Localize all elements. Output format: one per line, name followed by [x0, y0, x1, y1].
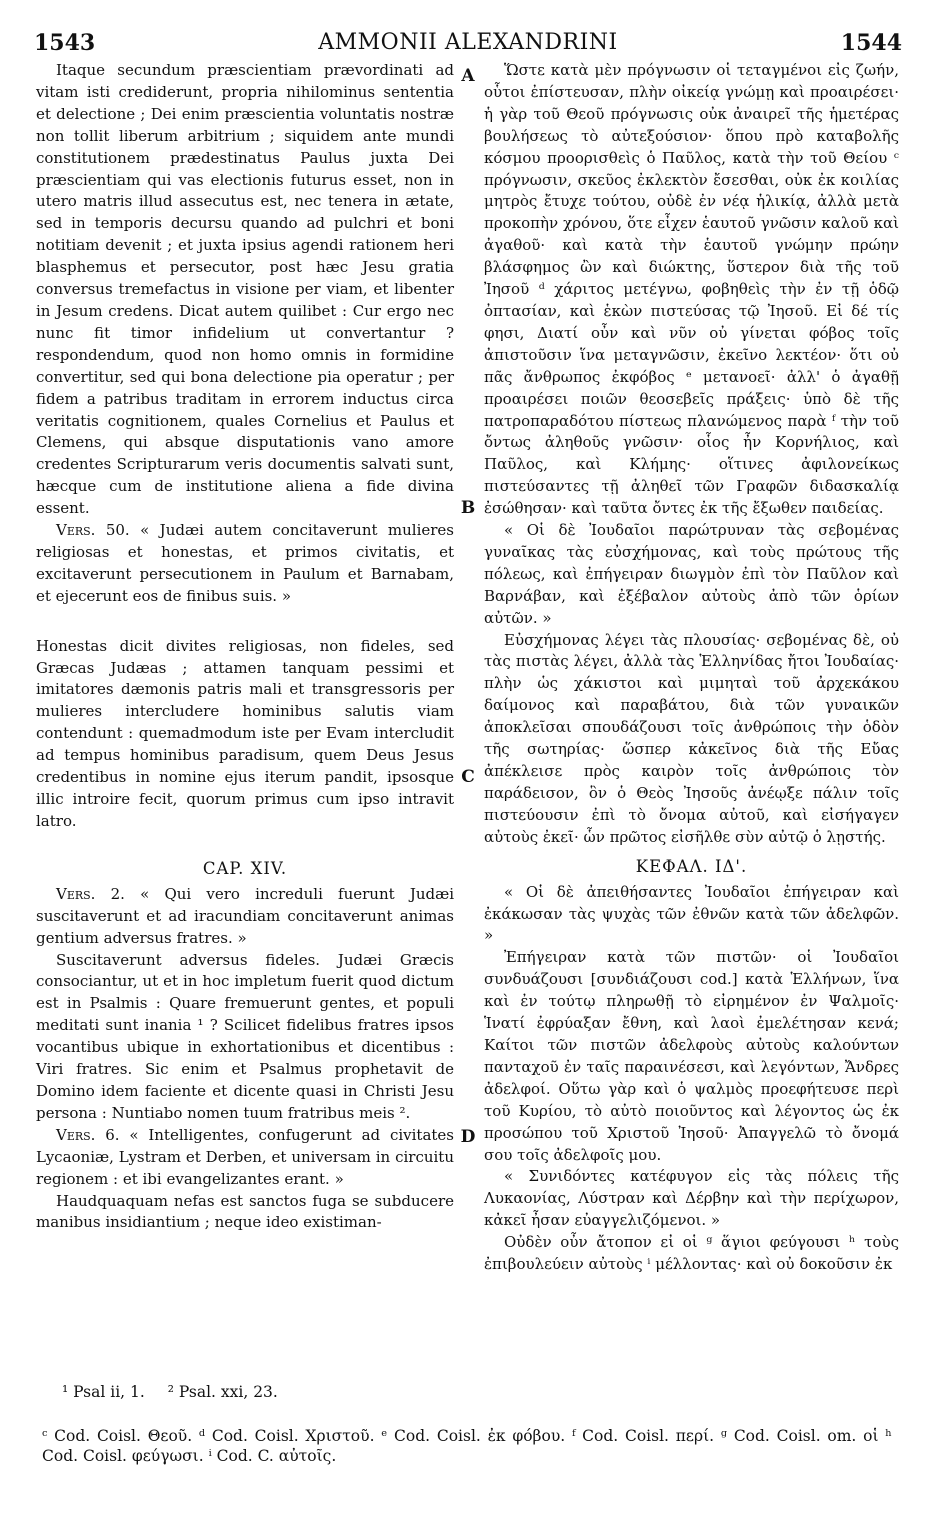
greek-paragraph-5: Ἐπήγειραν κατὰ τῶν πιστῶν· οἱ Ἰουδαῖοι συνδυάζουσι [συνδιάζουσι cod.] κατὰ Ἑλλήνων, ἵνα καὶ ἐν τούτῳ πληρωθῇ τὸ εἰρημένον ἐν Ψαλμοῖς· Ἱνατί ἐφρύαξαν ἔθνη, καὶ λαοὶ ἐμελέτησαν κενά; Καίτοι τῶν πιστῶν ἀδελφοὺς αὐτοὺς καλούντων πανταχοῦ ἐν ταῖς παραινέσεσι, καὶ λεγόντων, Ἄνδρες ἀδελφοί. Οὕτω γὰρ καὶ ὁ ψαλμὸς προεφήτευσε περὶ τοῦ Κυρίου, τὸ αὐτὸ ποιοῦντος καὶ λέγοντος ὡς ἐκ προσώπου τοῦ Χριστοῦ Ἰησοῦ· Ἀπαγγελῶ τὸ ὄνομά σου τοῖς ἀδελφοῖς μου.: [484, 948, 899, 1164]
page-header: [34, 30, 902, 64]
greek-verse-2: « Οἱ δὲ ἀπειθήσαντες Ἰουδαῖοι ἐπήγειραν καὶ ἐκάκωσαν τὰς ψυχὰς τῶν ἐθνῶν κατὰ τῶν ἀδελφῶν. »: [484, 882, 899, 945]
verse-label: Vers. 6.: [56, 1125, 120, 1144]
verse-label: Vers. 2.: [56, 884, 125, 903]
footnote-1: ¹ Psal ii, 1.: [62, 1383, 145, 1401]
latin-verse-2: [36, 884, 454, 950]
verse-label: Vers. 50.: [56, 521, 130, 540]
page-number-left: 1543: [34, 30, 96, 56]
running-title: AMMONII ALEXANDRINI: [318, 30, 618, 55]
greek-paragraph-1: Ὥστε κατὰ μὲν πρόγνωσιν οἱ τεταγμένοι εἰς ζωήν, οὗτοι ἐπίστευσαν, πλὴν οἰκείᾳ γνώμῃ καὶ προαιρέσει· ἡ γὰρ τοῦ Θεοῦ πρόγνωσις οὐκ ἀναιρεῖ τῆς ἡμετέρας βουλήσεως τὸ αὐτεξούσιον· ὅπου πρὸ καταβολῆς κόσμου προορισθεὶς ὁ Παῦλος, κατὰ τὴν τοῦ Θείου ᶜ πρόγνωσιν, σκεῦος ἐκλεκτὸν ἔσεσθαι, οὐκ ἐκ κοιλίας μητρὸς ἔτυχε τούτου, οὐδὲ ἐν νέᾳ ἡλικίᾳ, ἀλλὰ μετὰ προκοπὴν χρόνου, ὅτε εἶχεν ἑαυτοῦ γνῶσιν καλοῦ καὶ ἀγαθοῦ· καὶ κατὰ τὴν ἑαυτοῦ γνώμην πρώην βλάσφημος ὢν καὶ διώκτης, ὕστερον διὰ τῆς τοῦ Ἰησοῦ ᵈ χάριτος μετέγνω, φοβηθεὶς τὴν ἐν τῇ ὁδῷ ὀπτασίαν, καὶ ἑκὼν πιστεύσας τῷ Ἰησοῦ. Εἰ δέ τίς φησι, Διατί οὖν καὶ νῦν οὐ γίνεται φόβος τοῖς ἀπιστοῦσιν ἵνα μεταγνῶσιν, ἐκεῖνο λεκτέον· ὅτι οὐ πᾶς ἄνθρωπος ἐκφόβος ᵉ μετανοεῖ· ἀλλ' ὁ ἀγαθῇ προαιρέσει ποιῶν θεοσεβεῖς πράξεις· ὑπὸ δὲ τῆς πατροπαραδότου πίστεως πλανώμενος παρὰ ᶠ τὴν τοῦ ὄντως ἀληθοῦς γνῶσιν· οἷος ἦν Κορνήλιος, καὶ Παῦλος, καὶ Κλήμης· οἵτινες ἀφιλονείκως πιστεύσαντες τῇ ἀληθεῖ τῶν Γραφῶν διδασκαλίᾳ ἐσώθησαν· καὶ ταῦτα ὄντες ἐκ τῆς ἔξωθεν παιδείας.: [484, 61, 899, 518]
scripture-footnotes: [62, 1383, 902, 1401]
latin-column: [36, 60, 454, 1234]
latin-verse-50: [36, 520, 454, 608]
latin-paragraph-7: Haudquaquam nefas est sanctos fuga se subducere manibus insidiantium ; neque ideo existiman-: [36, 1191, 454, 1232]
latin-paragraph-1: Itaque secundum præscientiam prævordinati ad vitam isti crediderunt, propria nihilominus sententia et delectione ; Dei enim præscientia voluntatis nostræ non tollit liberum arbitrium ; siquidem ante mundi constitutionem prædestinatus Paulus juxta Dei præscientiam qui vas electionis futurus esset, non in utero matris illud assecutus est, nec tenera in ætate, sed in temporis decursu quando ad pulchri et boni notitiam devenit ; et juxta ipsius agendi rationem heri blasphemus et persecutor, post hæc Jesu gratia conversus tremefactus in visione per viam, et libenter in Jesum credens. Dicat autem quilibet : Cur ergo nec nunc fit timor infidelium ut convertantur ? respondendum, quod non homo omnis in formidine convertitur, sed qui bona delectione pia operatur ; per fidem a patribus traditam in errorem inductus circa veritatis cognitionem, quales Cornelius et Paulus et Clemens, qui absque disputationis vano amore credentes Scripturarum veris documentis salvati sunt, hæcque cum de institutione aliena a fide divina essent.: [36, 61, 454, 518]
spacer: [36, 608, 454, 636]
verse-text: « Judæi autem concitaverunt mulieres religiosas et honestas, et primos civitatis, et excitaverunt persecutionem in Paulum et Barnabam, et ejecerunt eos de finibus suis. »: [36, 521, 454, 605]
greek-column: [484, 60, 899, 1276]
page-number-right: 1544: [840, 30, 902, 56]
latin-chapter-heading: CAP. XIV.: [202, 858, 288, 878]
verse-text: « Qui vero increduli fuerunt Judæi suscitaverunt et ad iracundiam concitaverunt animas gentium adversus fratres. »: [36, 884, 454, 947]
verse-text: « Intelligentes, confugerunt ad civitates Lycaoniæ, Lystram et Derben, et universam in circuitu regionem : et ibi evangelizantes erant. »: [36, 1125, 454, 1188]
greek-verse-50: « Οἱ δὲ Ἰουδαῖοι παρώτρυναν τὰς σεβομένας γυναῖκας τὰς εὐσχήμονας, καὶ τοὺς πρώτους τῆς πόλεως, καὶ ἐπήγειραν διωγμὸν ἐπὶ τὸν Παῦλον καὶ Βαρνάβαν, καὶ ἐξέβαλον αὐτοὺς ἀπὸ τῶν ὁρίων αὐτῶν. »: [484, 521, 899, 627]
greek-verse-6: « Συνιδόντες κατέφυγον εἰς τὰς πόλεις τῆς Λυκαονίας, Λύστραν καὶ Δέρβην καὶ τὴν περίχωρον, κἀκεῖ ἦσαν εὐαγγελιζόμενοι. »: [484, 1167, 899, 1230]
margin-letter-d: D: [460, 1127, 476, 1147]
latin-paragraph-5: Suscitaverunt adversus fideles. Judæi Græcis consociantur, ut et in hoc impletum fuerit quod dictum est in Psalmis : Quare fremuerunt gentes, et populi meditati sunt inania ¹ ? Scilicet fidelibus fratres ipsos vocantibus ubique in exhortationibus et dicentibus : Viri fratres. Sic enim et Psalmus prophetavit de Domino idem faciente et dicente quasi in Christi Jesu persona : Nuntiabo nomen tuum fratribus meis ².: [36, 950, 454, 1122]
margin-letter-a: A: [461, 66, 475, 86]
footnote-2: ² Psal. xxi, 23.: [167, 1383, 278, 1401]
greek-paragraph-3: Εὐσχήμονας λέγει τὰς πλουσίας· σεβομένας δὲ, οὐ τὰς πιστὰς λέγει, ἀλλὰ τὰς Ἑλληνίδας ἤτοι Ἰουδαίας· πλὴν ὡς χάκιστοι καὶ μιμηταὶ τοῦ ἀρχεκάκου δαίμονος καὶ παραβάτου, διὰ τῶν γυναικῶν ἀποκλεῖσαι σπουδάζουσι τοῖς ἀνθρώποις τὴν ὁδὸν τῆς σωτηρίας· ὥσπερ κἀκεῖνος διὰ τῆς Εὔας ἀπέκλεισε πρὸς καιρὸν τοῖς ἀνθρώποις τὸν παράδεισον, ὃν ὁ Θεὸς Ἰησοῦς ἀνέῳξε πάλιν τοῖς πιστεύουσιν ἐπὶ τὸ ὄνομα αὐτοῦ, καὶ εἰσήγαγεν αὐτοὺς ἐκεῖ· ὧν πρῶτος εἰσῆλθε σὺν αὐτῷ ὁ λῃστής.: [484, 630, 899, 846]
codex-footnotes: ᶜ Cod. Coisl. Θεοῦ. ᵈ Cod. Coisl. Χριστοῦ. ᵉ Cod. Coisl. ἐκ φόβου. ᶠ Cod. Coisl. περί. ᵍ Cod. Coisl. om. οἱ ʰ Cod. Coisl. φεύγωσι. ⁱ Cod. C. αὐτοῖς.: [42, 1427, 892, 1465]
latin-paragraph-3: Honestas dicit divites religiosas, non fideles, sed Græcas Judæas ; attamen tanquam pessimi et imitatores dæmonis patris mali et transgressoris per mulieres intercludere hominibus salutis viam contendunt : quemadmodum iste per Evam intercludit ad tempus hominibus paradisum, quem Deus Jesus credentibus in nomine ejus iterum pandit, ipsosque illic introire fecit, quorum primus cum ipso intravit latro.: [36, 636, 454, 830]
spacer: [36, 833, 454, 851]
margin-letter-c: C: [461, 767, 475, 787]
greek-paragraph-7: Οὐδὲν οὖν ἄτοπον εἰ οἱ ᵍ ἅγιοι φεύγουσι ʰ τοὺς ἐπιβουλεύειν αὐτοὺς ⁱ μέλλοντας· καὶ οὐ δοκοῦσιν ἐκ: [484, 1233, 899, 1274]
margin-letter-b: B: [460, 498, 476, 518]
latin-verse-6: [36, 1125, 454, 1191]
greek-chapter-heading: ΚΕΦΑΛ. ΙΔ'.: [635, 856, 748, 876]
